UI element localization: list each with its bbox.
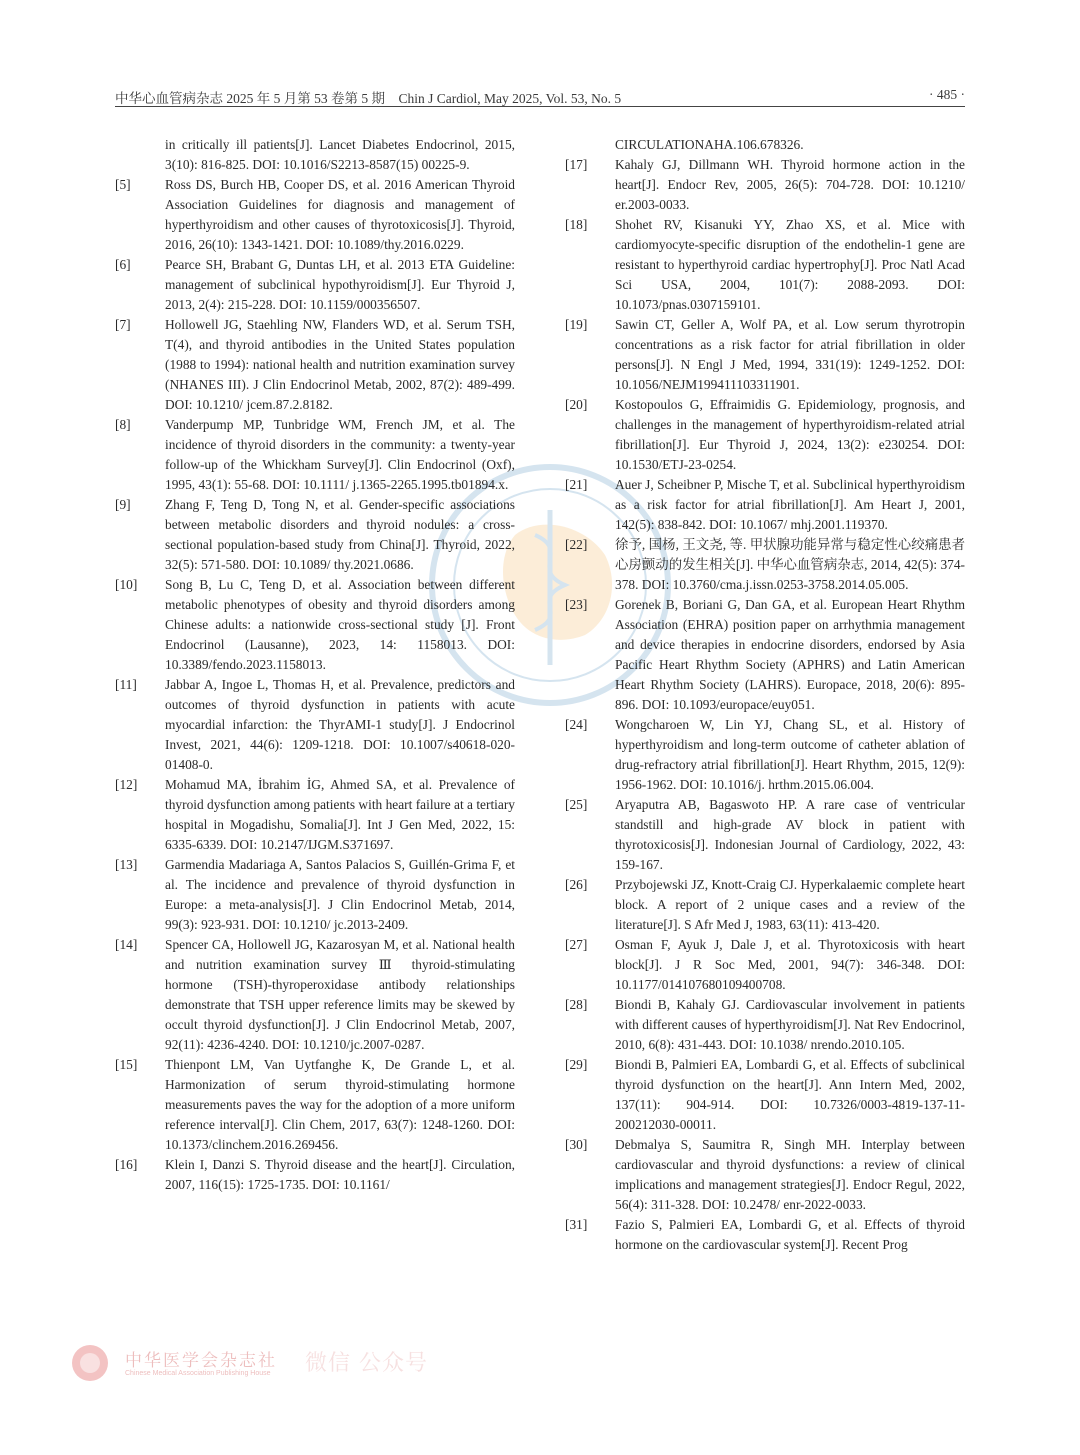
reference-number: [18] xyxy=(565,217,588,232)
reference-item xyxy=(115,1155,515,1195)
reference-item xyxy=(115,495,515,575)
reference-text: Klein I, Danzi S. Thyroid disease and the heart[J]. Circulation, 2007, 116(15): 1725-1735. DOI: 10.1161/ xyxy=(165,1157,515,1192)
reference-item xyxy=(115,175,515,255)
reference-item xyxy=(565,1055,965,1135)
reference-text: Debmalya S, Saumitra R, Singh MH. Interplay between cardiovascular and thyroid dysfunctions: a review of clinical implications and management strategies[J]. Endocr Regul, 2022, 56(4): 311-328. DOI: 10.2478/ enr-2022-0033. xyxy=(615,1137,965,1212)
reference-number: [31] xyxy=(565,1217,588,1232)
reference-text: Fazio S, Palmieri EA, Lombardi G, et al. Effects of thyroid hormone on the cardiovascular system[J]. Recent Prog xyxy=(615,1217,965,1252)
reference-item xyxy=(565,1215,965,1255)
reference-item xyxy=(565,315,965,395)
reference-number: [26] xyxy=(565,877,588,892)
reference-number: [8] xyxy=(115,417,131,432)
reference-item xyxy=(565,995,965,1055)
reference-text: Gorenek B, Boriani G, Dan GA, et al. European Heart Rhythm Association (EHRA) position paper on arrhythmia management and device therapies in endocrine disorders, endorsed by Asia Pacific Heart Rhythm Society (APHRS) and Latin American Heart Rhythm Society (LAHRS). Europace, 2018, 20(6): 895-896. DOI: 10.1093/europace/euy051. xyxy=(615,597,965,712)
reference-text: Jabbar A, Ingoe L, Thomas H, et al. Prevalence, predictors and outcomes of thyroid dysfunction in patients with acute myocardial infarction: the ThyrAMI-1 study[J]. J Endocrinol Invest, 2021, 44(6): 1209-1218. DOI: 10.1007/s40618-020-01408-0. xyxy=(165,677,515,772)
reference-text: Aryaputra AB, Bagaswoto HP. A rare case of ventricular standstill and high-grade AV block in patient with thyrotoxicosis[J]. Indonesian Journal of Cardiology, 2022, 43: 159-167. xyxy=(615,797,965,872)
reference-item xyxy=(115,415,515,495)
reference-item xyxy=(565,595,965,715)
reference-number: [24] xyxy=(565,717,588,732)
reference-text: Spencer CA, Hollowell JG, Kazarosyan M, et al. National health and nutrition examination survey Ⅲ thyroid-stimulating hormone (TSH)-thyroperoxidase antibody relationships demonstrate that TSH upper reference limits may be skewed by occult thyroid dysfunction[J]. J Clin Endocrinol Metab, 2007, 92(11): 4236-4240. DOI: 10.1210/jc.2007-0287. xyxy=(165,937,515,1052)
reference-number: [25] xyxy=(565,797,588,812)
reference-number: [13] xyxy=(115,857,138,872)
reference-item xyxy=(565,535,965,595)
reference-number: [20] xyxy=(565,397,588,412)
reference-text: Garmendia Madariaga A, Santos Palacios S, Guillén-Grima F, et al. The incidence and prevalence of thyroid dysfunction in Europe: a meta-analysis[J]. J Clin Endocrinol Metab, 2014, 99(3): 923-931. DOI: 10.1210/ jc.2013-2409. xyxy=(165,857,515,932)
reference-item xyxy=(565,155,965,215)
reference-text: 徐予, 国杨, 王文尧, 等. 甲状腺功能异常与稳定性心绞痛患者心房颤动的发生相关[J]. 中华心血管病杂志, 2014, 42(5): 374-378. DOI: 10.3760/cma.j.issn.0253-3758.2014.05.005. xyxy=(615,537,965,592)
reference-number: [5] xyxy=(115,177,131,192)
reference-text: Biondi B, Kahaly GJ. Cardiovascular involvement in patients with different causes of hyperthyroidism[J]. Nat Rev Endocrinol, 2010, 6(8): 431-443. DOI: 10.1038/ nrendo.2010.105. xyxy=(615,997,965,1052)
reference-number: [7] xyxy=(115,317,131,332)
running-header xyxy=(115,84,965,108)
reference-item xyxy=(115,855,515,935)
reference-number: [16] xyxy=(115,1157,138,1172)
reference-item xyxy=(565,875,965,935)
reference-item xyxy=(565,795,965,875)
reference-text: Song B, Lu C, Teng D, et al. Association between different metabolic phenotypes of obesity and thyroid disorders among Chinese adults: a nationwide cross-sectional study [J]. Front Endocrinol (Lausanne), 2023, 14: 1158013. DOI: 10.3389/fendo.2023.1158013. xyxy=(165,577,515,672)
reference-text: Ross DS, Burch HB, Cooper DS, et al. 2016 American Thyroid Association Guidelines for diagnosis and management of hyperthyroidism and other causes of thyrotoxicosis[J]. Thyroid, 2016, 26(10): 1343-1421. DOI: 10.1089/thy.2016.0229. xyxy=(165,177,515,252)
reference-item xyxy=(565,395,965,475)
reference-list-right xyxy=(565,135,965,1255)
reference-number: [9] xyxy=(115,497,131,512)
reference-text: Mohamud MA, İbrahim İG, Ahmed SA, et al. Prevalence of thyroid dysfunction among patients with heart failure at a tertiary hospital in Mogadishu, Somalia[J]. Int J Gen Med, 2022, 15: 6335-6339. DOI: 10.2147/IJGM.S371697. xyxy=(165,777,515,852)
reference-number: [21] xyxy=(565,477,588,492)
reference-number: [22] xyxy=(565,537,588,552)
reference-item xyxy=(115,135,515,175)
reference-text: Sawin CT, Geller A, Wolf PA, et al. Low serum thyrotropin concentrations as a risk factor for atrial fibrillation in older persons[J]. N Engl J Med, 1994, 331(19): 1249-1252. DOI: 10.1056/NEJM199411103311901. xyxy=(615,317,965,392)
reference-text: Wongcharoen W, Lin YJ, Chang SL, et al. History of hyperthyroidism and long-term outcome of catheter ablation of drug-refractory atrial fibrillation[J]. Heart Rhythm, 2015, 12(9): 1956-1962. DOI: 10.1016/j. hrthm.2015.06.004. xyxy=(615,717,965,792)
reference-item xyxy=(115,675,515,775)
reference-text: Vanderpump MP, Tunbridge WM, French JM, et al. The incidence of thyroid disorders in the community: a twenty-year follow-up of the Whickham Survey[J]. Clin Endocrinol (Oxf), 1995, 43(1): 55-68. DOI: 10.1111/ j.1365-2265.1995.tb01894.x. xyxy=(165,417,515,492)
reference-item xyxy=(565,475,965,535)
reference-number: [10] xyxy=(115,577,138,592)
header-rule xyxy=(115,106,965,107)
reference-item xyxy=(565,1135,965,1215)
reference-item xyxy=(115,315,515,415)
wechat-tag: 微信 公众号 xyxy=(305,1351,428,1376)
reference-number: [6] xyxy=(115,257,131,272)
reference-text: Auer J, Scheibner P, Mische T, et al. Subclinical hyperthyroidism as a risk factor for atrial fibrillation[J]. Am Heart J, 2001, 142(5): 838-842. DOI: 10.1067/ mhj.2001.119370. xyxy=(615,477,965,532)
publisher-seal-icon xyxy=(70,1343,110,1383)
reference-text: Przybojewski JZ, Knott-Craig CJ. Hyperkalaemic complete heart block. A report of 2 unique cases and a review of the literature[J]. S Afr Med J, 1983, 63(11): 413-420. xyxy=(615,877,965,932)
reference-item xyxy=(115,775,515,855)
reference-number: [11] xyxy=(115,677,137,692)
publisher-name: 中华医学会杂志社 xyxy=(125,1351,277,1371)
reference-number: [29] xyxy=(565,1057,588,1072)
publisher-name-en: Chinese Medical Association Publishing House xyxy=(125,1370,271,1377)
reference-item xyxy=(565,715,965,795)
reference-number: [17] xyxy=(565,157,588,172)
reference-item xyxy=(565,215,965,315)
reference-text: Kostopoulos G, Effraimidis G. Epidemiology, prognosis, and challenges in the management of hyperthyroidism-related atrial fibrillation[J]. Eur Thyroid J, 2024, 13(2): e230254. DOI: 10.1530/ETJ-23-0254. xyxy=(615,397,965,472)
page-number: · 485 · xyxy=(929,87,965,102)
reference-number: [28] xyxy=(565,997,588,1012)
reference-text: CIRCULATIONAHA.106.678326. xyxy=(615,137,804,152)
reference-text: in critically ill patients[J]. Lancet Diabetes Endocrinol, 2015, 3(10): 816-825. DOI: 10.1016/S2213-8587(15) 00225-9. xyxy=(165,137,515,172)
reference-number: [12] xyxy=(115,777,138,792)
reference-list-left xyxy=(115,135,515,1195)
publisher-logo xyxy=(70,1340,490,1390)
reference-text: Thienpont LM, Van Uytfanghe K, De Grande L, et al. Harmonization of serum thyroid-stimulating hormone measurements paves the way for the adoption of a more uniform reference interval[J]. Clin Chem, 2017, 63(7): 1248-1260. DOI: 10.1373/clinchem.2016.269456. xyxy=(165,1057,515,1152)
reference-item xyxy=(115,255,515,315)
reference-text: Hollowell JG, Staehling NW, Flanders WD, et al. Serum TSH, T(4), and thyroid antibodies in the United States population (1988 to 1994): national health and nutrition examination survey (NHANES III). J Clin Endocrinol Metab, 2002, 87(2): 489-499. DOI: 10.1210/ jcem.87.2.8182. xyxy=(165,317,515,412)
reference-item xyxy=(565,135,965,155)
reference-text: Osman F, Ayuk J, Dale J, et al. Thyrotoxicosis with heart block[J]. J R Soc Med, 2001, 94(7): 346-348. DOI: 10.1177/014107680109400708. xyxy=(615,937,965,992)
reference-number: [19] xyxy=(565,317,588,332)
reference-text: Pearce SH, Brabant G, Duntas LH, et al. 2013 ETA Guideline: management of subclinical hypothyroidism[J]. Eur Thyroid J, 2013, 2(4): 215-228. DOI: 10.1159/000356507. xyxy=(165,257,515,312)
reference-item xyxy=(115,1055,515,1155)
reference-text: Zhang F, Teng D, Tong N, et al. Gender-specific associations between metabolic disorders and thyroid nodules: a cross-sectional population-based study from China[J]. Thyroid, 2022, 32(5): 571-580. DOI: 10.1089/ thy.2021.0686. xyxy=(165,497,515,572)
reference-text: Biondi B, Palmieri EA, Lombardi G, et al. Effects of subclinical thyroid dysfunction on the heart[J]. Ann Intern Med, 2002, 137(11): 904-914. DOI: 10.7326/0003-4819-137-11- 200212030-00011. xyxy=(615,1057,965,1132)
reference-text: Shohet RV, Kisanuki YY, Zhao XS, et al. Mice with cardiomyocyte-specific disruption of the endothelin-1 gene are resistant to hyperthyroid cardiac hypertrophy[J]. Proc Natl Acad Sci USA, 2004, 101(7): 2088-2093. DOI: 10.1073/pnas.0307159101. xyxy=(615,217,965,312)
journal-citation: 中华心血管病杂志 2025 年 5 月第 53 卷第 5 期 Chin J Cardiol, May 2025, Vol. 53, No. 5 xyxy=(115,91,622,106)
reference-number: [30] xyxy=(565,1137,588,1152)
reference-item xyxy=(115,935,515,1055)
reference-number: [27] xyxy=(565,937,588,952)
reference-number: [14] xyxy=(115,937,138,952)
reference-item xyxy=(115,575,515,675)
reference-text: Kahaly GJ, Dillmann WH. Thyroid hormone action in the heart[J]. Endocr Rev, 2005, 26(5): 704-728. DOI: 10.1210/ er.2003-0033. xyxy=(615,157,965,212)
reference-item xyxy=(565,935,965,995)
reference-number: [15] xyxy=(115,1057,138,1072)
reference-number: [23] xyxy=(565,597,588,612)
